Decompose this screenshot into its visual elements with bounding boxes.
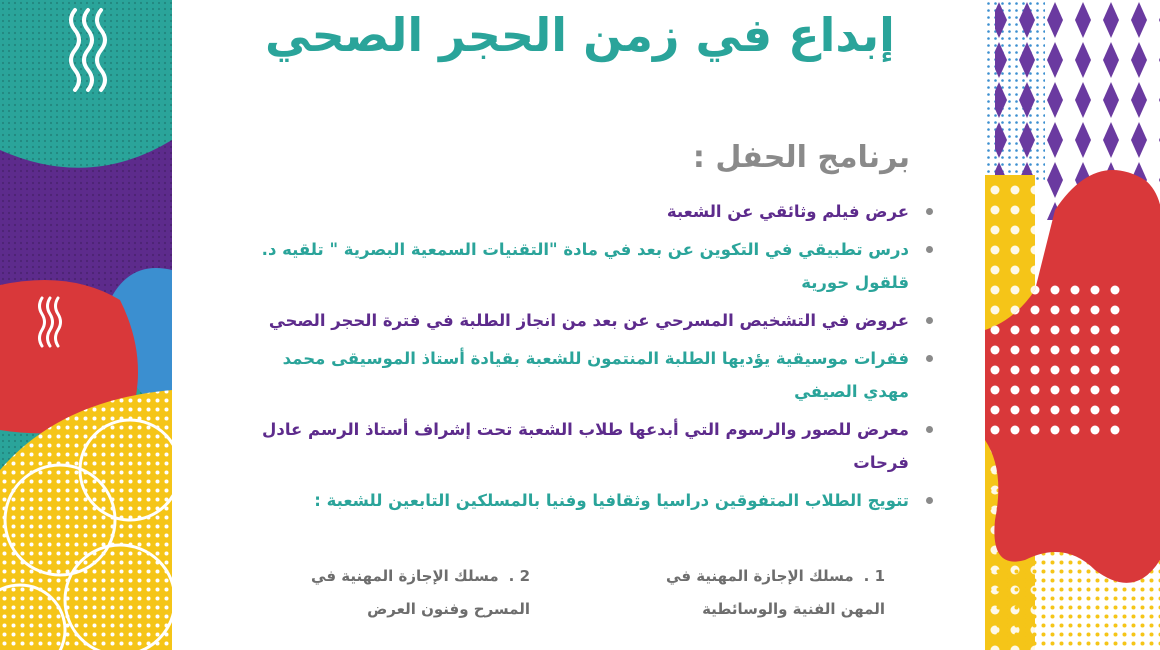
track-number: 1 . (863, 567, 885, 585)
bullet-icon (926, 246, 933, 253)
track-item-2 (300, 560, 530, 626)
bullet-icon (926, 355, 933, 362)
bullet-icon (926, 426, 933, 433)
list-item-text: عرض فيلم وثائقي عن الشعبة (666, 202, 909, 221)
left-decoration-art (0, 0, 172, 650)
right-decoration-art (985, 0, 1160, 650)
poster-content (180, 0, 980, 650)
track-text: مسلك الإجازة المهنية في المسرح وفنون العرض (311, 567, 530, 618)
bullet-icon (926, 208, 933, 215)
bullet-icon (926, 497, 933, 504)
list-item-text: درس تطبيقي في التكوين عن بعد في مادة "التقنيات السمعية البصرية " تلقيه د. قلقول حورية (261, 240, 909, 292)
right-decoration (985, 0, 1160, 650)
track-text: مسلك الإجازة المهنية في المهن الفنية والوسائطية (666, 567, 885, 618)
list-item-text: معرض للصور والرسوم التي أبدعها طلاب الشعبة تحت إشراف أستاذ الرسم عادل فرحات (262, 420, 909, 472)
list-item (245, 195, 935, 228)
program-list (245, 195, 935, 522)
list-item (245, 304, 935, 337)
list-item (245, 342, 935, 408)
program-heading: برنامج الحفل : (692, 140, 910, 175)
left-decoration (0, 0, 172, 650)
list-item (245, 233, 935, 299)
list-item-text: فقرات موسيقية يؤديها الطلبة المنتمون للشعبة بقيادة أستاذ الموسيقى محمد مهدي الصيفي (282, 349, 909, 401)
track-item-1 (655, 560, 885, 626)
list-item-text: تتويج الطلاب المتفوقين دراسيا وثقافيا وفنيا بالمسلكين التابعين للشعبة : (314, 491, 909, 510)
list-item (245, 413, 935, 479)
bullet-icon (926, 317, 933, 324)
list-item-text: عروض في التشخيص المسرحي عن بعد من انجاز الطلبة في فترة الحجر الصحي (268, 311, 909, 330)
poster-title: إبداع في زمن الحجر الصحي (265, 8, 895, 62)
track-number: 2 . (508, 567, 530, 585)
list-item (245, 484, 935, 517)
